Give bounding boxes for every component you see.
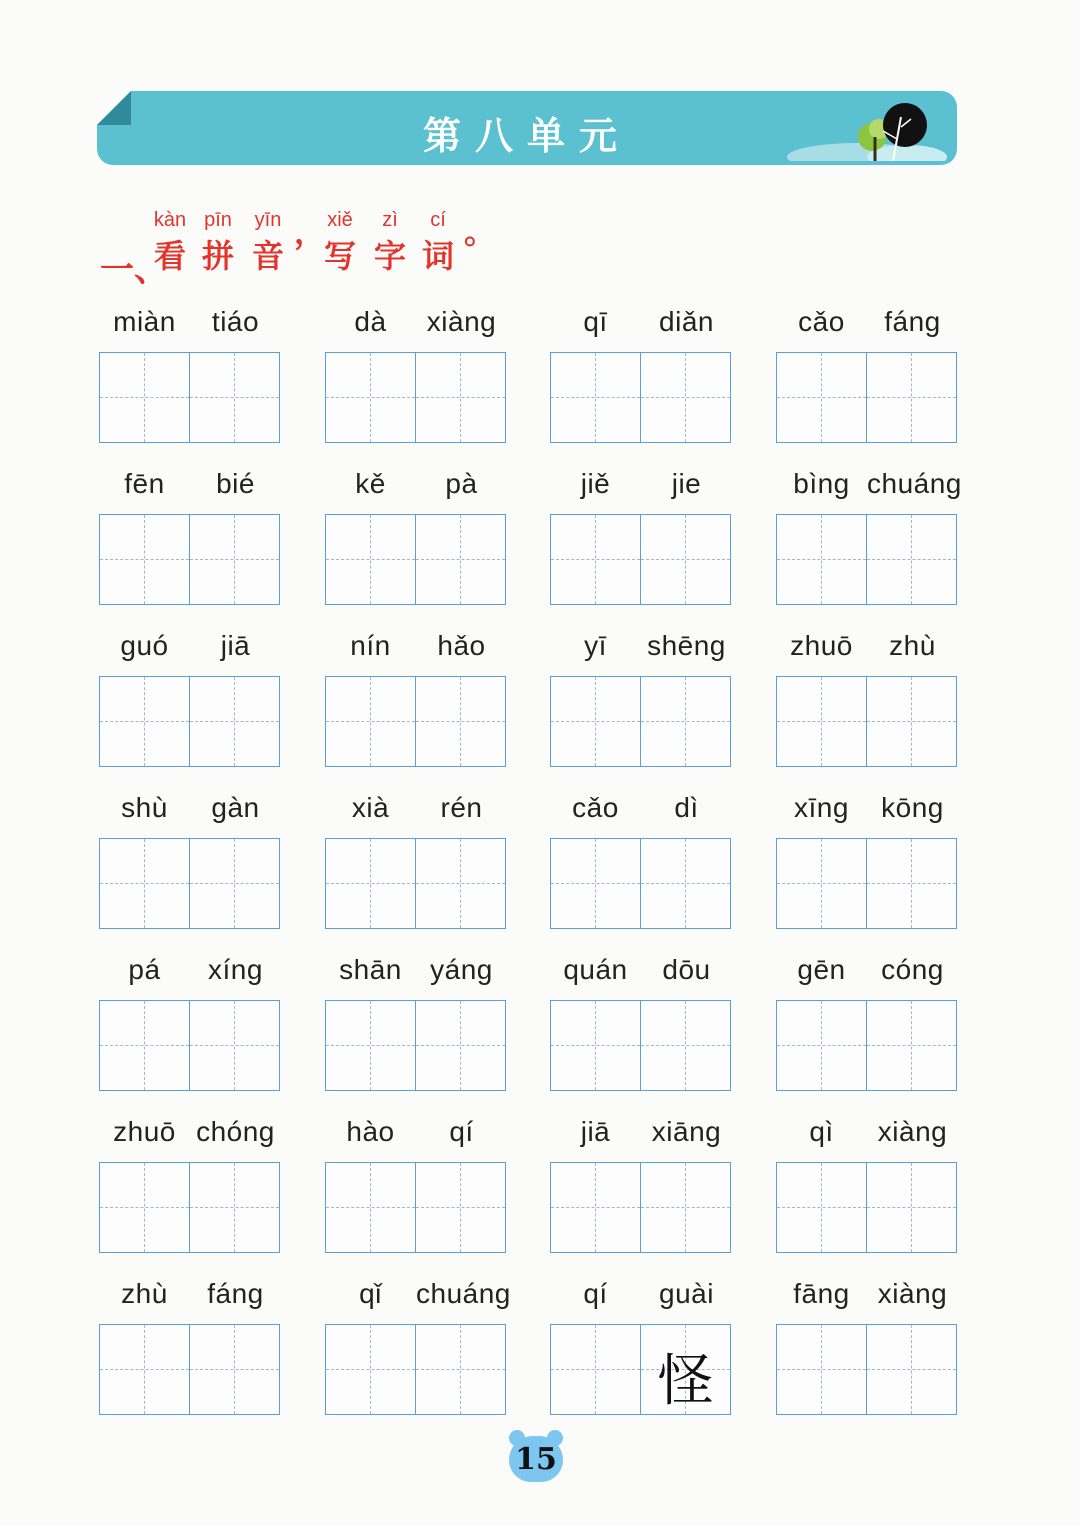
pinyin-syllable: yáng — [430, 954, 493, 985]
tian-grid-box[interactable] — [640, 838, 731, 929]
tian-grid-box[interactable] — [415, 352, 506, 443]
pinyin-row — [550, 1116, 732, 1152]
pinyin-syllable: bìng — [793, 468, 850, 499]
word-item — [325, 306, 507, 446]
pinyin-syllable: rén — [440, 792, 483, 823]
pinyin-row — [99, 792, 281, 828]
pinyin-syllable: dì — [674, 792, 699, 823]
pinyin-syllable: tiáo — [211, 306, 260, 337]
tian-grid-box[interactable] — [415, 1324, 506, 1415]
unit-title: 第八单元 — [422, 114, 631, 158]
tian-grid-pair — [99, 352, 281, 443]
word-item — [776, 792, 958, 932]
tian-grid-pair — [99, 1162, 281, 1253]
tian-grid-pair — [325, 514, 507, 605]
word-item — [325, 954, 507, 1094]
tian-grid-box[interactable] — [640, 352, 731, 443]
pinyin-row — [776, 630, 958, 666]
word-item — [550, 954, 732, 1094]
pinyin-syllable: jiā — [580, 1116, 611, 1147]
tian-grid-pair — [776, 1000, 958, 1091]
word-item — [99, 954, 281, 1094]
tian-grid-box[interactable] — [550, 352, 641, 443]
tian-grid-box[interactable] — [99, 1324, 190, 1415]
tian-grid-pair — [325, 1324, 507, 1415]
tian-grid-pair — [325, 352, 507, 443]
tian-grid-pair — [776, 1324, 958, 1415]
word-item — [99, 630, 281, 770]
tian-grid-box[interactable] — [776, 514, 867, 605]
word-item — [325, 468, 507, 608]
tian-grid-box[interactable] — [99, 676, 190, 767]
pinyin-row — [550, 306, 732, 342]
tian-grid-pair — [776, 676, 958, 767]
tian-grid-box[interactable] — [415, 676, 506, 767]
pinyin-syllable: fáng — [884, 306, 941, 337]
tian-grid-box[interactable] — [866, 352, 957, 443]
pinyin-syllable: qí — [583, 1278, 608, 1309]
pinyin-syllable: xíng — [208, 954, 263, 985]
pinyin-syllable: fāng — [793, 1278, 850, 1309]
word-item — [99, 306, 281, 446]
tian-grid-box[interactable] — [550, 1324, 641, 1415]
tian-grid-box[interactable] — [189, 1000, 280, 1091]
tian-grid-pair — [325, 676, 507, 767]
heading-comma: ， — [293, 213, 326, 251]
pinyin-syllable: shù — [121, 792, 168, 823]
tian-grid-box[interactable] — [99, 1000, 190, 1091]
word-item — [550, 1278, 732, 1418]
tian-grid-box[interactable] — [866, 514, 957, 605]
tian-grid-pair — [325, 1000, 507, 1091]
word-item — [325, 1278, 511, 1418]
pinyin-syllable: hào — [346, 1116, 395, 1147]
tian-grid-pair — [99, 1000, 281, 1091]
word-item — [325, 630, 507, 770]
pinyin-syllable: nín — [350, 630, 391, 661]
pinyin-row — [325, 1278, 511, 1314]
pinyin-syllable: qī — [583, 306, 608, 337]
section-number: 一、 — [100, 250, 168, 290]
tian-grid-box[interactable] — [776, 1162, 867, 1253]
heading-word: pīn 拼 — [201, 209, 234, 275]
pinyin-syllable: miàn — [113, 306, 176, 337]
written-character: 怪 — [657, 1349, 714, 1414]
tian-grid-box[interactable] — [325, 514, 416, 605]
pinyin-row — [325, 468, 507, 504]
page-number-badge — [509, 1436, 563, 1482]
pinyin-syllable: guó — [120, 630, 169, 661]
tian-grid-pair — [99, 1324, 281, 1415]
pinyin-syllable: chuáng — [867, 468, 962, 499]
pinyin-syllable: jiě — [580, 468, 611, 499]
tian-grid-box[interactable] — [99, 352, 190, 443]
pinyin-row — [325, 792, 507, 828]
word-item — [550, 792, 732, 932]
tian-grid-box[interactable] — [189, 514, 280, 605]
tian-grid-box[interactable] — [189, 676, 280, 767]
word-item — [550, 630, 732, 770]
pinyin-syllable: fēn — [124, 468, 165, 499]
pinyin-row — [776, 954, 958, 990]
pinyin-syllable: xià — [351, 792, 390, 823]
pinyin-syllable: pà — [445, 468, 478, 499]
tian-grid-pair — [776, 352, 958, 443]
word-item — [99, 468, 281, 608]
tian-grid-pair — [776, 838, 958, 929]
tian-grid-pair — [550, 1000, 732, 1091]
tian-grid-box[interactable] — [550, 838, 641, 929]
pinyin-syllable: qǐ — [359, 1278, 382, 1309]
pinyin-syllable: qí — [449, 1116, 474, 1147]
tian-grid-box[interactable] — [776, 838, 867, 929]
pinyin-row — [776, 792, 958, 828]
tian-grid-box[interactable] — [776, 1000, 867, 1091]
pinyin-row — [550, 1278, 732, 1314]
pinyin-syllable: xīng — [794, 792, 849, 823]
tian-grid-pair — [99, 838, 281, 929]
word-item — [776, 306, 958, 446]
word-item — [550, 1116, 732, 1256]
tian-grid-box[interactable] — [325, 1324, 416, 1415]
pinyin-syllable: zhuō — [790, 630, 853, 661]
tian-grid-box[interactable] — [189, 1162, 280, 1253]
pinyin-syllable: kě — [355, 468, 386, 499]
tian-grid-pair — [99, 514, 281, 605]
pinyin-syllable: cǎo — [798, 306, 845, 337]
tian-grid-box[interactable] — [866, 1162, 957, 1253]
tian-grid-box[interactable] — [640, 1162, 731, 1253]
tian-grid-box[interactable] — [640, 1324, 731, 1415]
unit-banner — [97, 91, 957, 165]
pinyin-syllable: dōu — [662, 954, 711, 985]
heading-word: zì 字 — [373, 209, 406, 275]
pinyin-syllable: chóng — [196, 1116, 275, 1147]
pinyin-syllable: xiàng — [877, 1116, 948, 1147]
pinyin-row — [550, 792, 732, 828]
tian-grid-box[interactable] — [189, 1324, 280, 1415]
heading-word: xiě 写 — [323, 209, 356, 275]
pinyin-syllable: zhù — [889, 630, 936, 661]
tian-grid-box[interactable] — [415, 838, 506, 929]
tian-grid-box[interactable] — [550, 1000, 641, 1091]
tian-grid-pair — [776, 1162, 958, 1253]
pinyin-syllable: chuáng — [416, 1278, 511, 1309]
pinyin-row — [325, 306, 507, 342]
word-item — [325, 792, 507, 932]
word-item — [99, 1116, 281, 1256]
tian-grid-box[interactable] — [325, 838, 416, 929]
pinyin-row — [99, 468, 281, 504]
word-item — [99, 1278, 281, 1418]
heading-period: 。 — [463, 213, 496, 251]
tian-grid-box[interactable] — [325, 1162, 416, 1253]
tian-grid-pair — [550, 676, 732, 767]
pinyin-syllable: kōng — [881, 792, 944, 823]
pinyin-row — [99, 1116, 281, 1152]
tian-grid-box[interactable] — [415, 1000, 506, 1091]
tian-grid-box[interactable] — [866, 676, 957, 767]
tian-grid-box[interactable] — [550, 1162, 641, 1253]
tian-grid-box[interactable] — [866, 838, 957, 929]
page-number: 15 — [515, 1442, 557, 1477]
tian-grid-box[interactable] — [550, 514, 641, 605]
tian-grid-box[interactable] — [415, 514, 506, 605]
word-item — [550, 306, 732, 446]
pinyin-row — [99, 954, 281, 990]
tian-grid-box[interactable] — [640, 1000, 731, 1091]
word-item — [776, 1116, 958, 1256]
tian-grid-box[interactable] — [189, 352, 280, 443]
word-item — [776, 954, 958, 1094]
pinyin-row — [99, 630, 281, 666]
pinyin-row — [325, 1116, 507, 1152]
pinyin-syllable: yī — [584, 630, 607, 661]
pinyin-syllable: gàn — [211, 792, 260, 823]
pinyin-row — [325, 630, 507, 666]
pinyin-row — [99, 306, 281, 342]
tian-grid-box[interactable] — [325, 1000, 416, 1091]
pinyin-syllable: hǎo — [437, 630, 486, 661]
tian-grid-pair — [550, 1324, 732, 1415]
pinyin-row — [776, 1278, 958, 1314]
pinyin-row — [325, 954, 507, 990]
tian-grid-pair — [325, 838, 507, 929]
tian-grid-box[interactable] — [776, 676, 867, 767]
word-item — [776, 630, 958, 770]
tian-grid-box[interactable] — [99, 1162, 190, 1253]
pinyin-syllable: bié — [216, 468, 255, 499]
pinyin-syllable: dà — [354, 306, 387, 337]
word-item — [550, 468, 732, 608]
tian-grid-box[interactable] — [325, 352, 416, 443]
pinyin-syllable: shēng — [647, 630, 726, 661]
tian-grid-box[interactable] — [415, 1162, 506, 1253]
tian-grid-pair — [550, 1162, 732, 1253]
tian-grid-box[interactable] — [550, 676, 641, 767]
pinyin-row — [776, 306, 958, 342]
pinyin-syllable: cóng — [881, 954, 944, 985]
pinyin-syllable: qì — [809, 1116, 834, 1147]
tian-grid-box[interactable] — [99, 838, 190, 929]
pinyin-syllable: zhuō — [113, 1116, 176, 1147]
pinyin-row — [550, 468, 732, 504]
heading-word: kàn 看 — [153, 209, 187, 275]
word-item — [776, 1278, 958, 1418]
heading-word: yīn 音 — [251, 209, 284, 275]
pinyin-syllable: jiā — [220, 630, 251, 661]
pinyin-syllable: zhù — [121, 1278, 168, 1309]
pinyin-syllable: fáng — [207, 1278, 264, 1309]
tian-grid-box[interactable] — [325, 676, 416, 767]
tree-decoration-icon — [787, 97, 947, 161]
word-item — [99, 792, 281, 932]
pinyin-syllable: pá — [128, 954, 161, 985]
word-item — [325, 1116, 507, 1256]
tian-grid-box[interactable] — [866, 1000, 957, 1091]
pinyin-syllable: xiàng — [426, 306, 497, 337]
tian-grid-box[interactable] — [776, 352, 867, 443]
pinyin-syllable: jie — [671, 468, 702, 499]
pinyin-syllable: xiàng — [877, 1278, 948, 1309]
pinyin-syllable: gēn — [797, 954, 846, 985]
tian-grid-box[interactable] — [99, 514, 190, 605]
pinyin-row — [99, 1278, 281, 1314]
pinyin-row — [776, 468, 962, 504]
tian-grid-box[interactable] — [189, 838, 280, 929]
tian-grid-pair — [550, 838, 732, 929]
pinyin-row — [550, 954, 732, 990]
tian-grid-pair — [325, 1162, 507, 1253]
tian-grid-box[interactable] — [776, 1324, 867, 1415]
tian-grid-pair — [550, 352, 732, 443]
tian-grid-box[interactable] — [640, 676, 731, 767]
pinyin-syllable: xiāng — [651, 1116, 722, 1147]
tian-grid-box[interactable] — [866, 1324, 957, 1415]
tian-grid-box[interactable] — [640, 514, 731, 605]
pinyin-syllable: diǎn — [659, 306, 714, 337]
tian-grid-pair — [99, 676, 281, 767]
word-item — [776, 468, 962, 608]
pinyin-row — [550, 630, 732, 666]
tian-grid-pair — [776, 514, 958, 605]
heading-word: cí 词 — [421, 209, 454, 275]
pinyin-row — [776, 1116, 958, 1152]
pinyin-syllable: cǎo — [572, 792, 619, 823]
pinyin-syllable: guài — [659, 1278, 714, 1309]
pinyin-syllable: quán — [563, 954, 628, 985]
tian-grid-pair — [550, 514, 732, 605]
pinyin-syllable: shān — [339, 954, 402, 985]
